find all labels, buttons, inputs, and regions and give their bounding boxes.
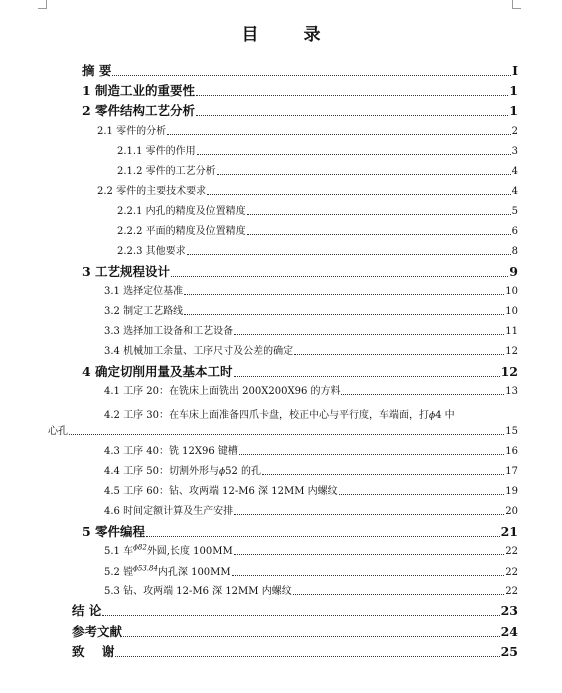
toc-entry-2-1[interactable]: 2.1 零件的分析 2 [97, 126, 518, 137]
page-corner-mark-left [38, 0, 47, 9]
toc-entry-conclusion[interactable]: 结 论 23 [72, 603, 518, 618]
toc-entry-3-3[interactable]: 3.3 选择加工设备和工艺设备 11 [104, 326, 518, 337]
diameter-symbol: ϕ [219, 467, 226, 477]
diameter-symbol: ϕ [429, 411, 436, 421]
toc-entry-4-6[interactable]: 4.6 时间定额计算及生产安排 20 [104, 506, 518, 517]
toc-entry-3-1[interactable]: 3.1 选择定位基准 10 [104, 286, 518, 297]
toc-entry-ch1[interactable]: 1 制造工业的重要性 1 [82, 83, 518, 98]
toc-entry-4-2-line1[interactable]: 4.2 工序 30：在车床上面准备四爪卡盘，校正中心与平行度，车端面，打ϕ4 中 [104, 410, 455, 421]
page-corner-mark-right [512, 0, 521, 9]
toc-entry-2-2-1[interactable]: 2.2.1 内孔的精度及位置精度 5 [117, 206, 518, 217]
toc-entry-2-1-1[interactable]: 2.1.1 零件的作用 3 [117, 146, 518, 157]
toc-title: 目 录 [241, 25, 335, 45]
toc-entry-4-1[interactable]: 4.1 工序 20：在铣床上面铣出 200X200X96 的方料 13 [104, 386, 518, 397]
toc-entry-3-2[interactable]: 3.2 制定工艺路线 10 [104, 306, 518, 317]
toc-entry-abstract[interactable]: 摘 要 I [82, 63, 518, 78]
toc-entry-2-2-2[interactable]: 2.2.2 平面的精度及位置精度 6 [117, 226, 518, 237]
toc-entry-4-3[interactable]: 4.3 工序 40：铣 12X96 键槽 16 [104, 446, 518, 457]
toc-entry-3-4[interactable]: 3.4 机械加工余量、工序尺寸及公差的确定 12 [104, 346, 518, 357]
toc-entry-acknowledgements[interactable]: 致 谢 25 [72, 644, 518, 659]
diameter-superscript: ϕ53.84 [133, 564, 158, 573]
toc-entry-ch5[interactable]: 5 零件编程 21 [82, 524, 518, 539]
toc-entry-4-2-line2[interactable]: 心孔 15 [48, 426, 518, 437]
toc-entry-5-3[interactable]: 5.3 钻、攻两端 12-M6 深 12MM 内螺纹 22 [104, 586, 518, 597]
toc-entry-2-1-2[interactable]: 2.1.2 零件的工艺分析 4 [117, 166, 518, 177]
toc-entry-references[interactable]: 参考文献 24 [72, 624, 518, 639]
toc-entry-ch4[interactable]: 4 确定切削用量及基本工时 12 [82, 364, 518, 379]
toc-entry-2-2[interactable]: 2.2 零件的主要技术要求 4 [97, 186, 518, 197]
toc-entry-4-4[interactable]: 4.4 工序 50：切割外形与ϕ52 的孔 17 [104, 466, 518, 477]
toc-entry-ch3[interactable]: 3 工艺规程设计 9 [82, 264, 518, 279]
toc-entry-5-2[interactable]: 5.2 镗$^{\phi 53.84}$内孔深 100MM 22 [104, 564, 518, 578]
diameter-superscript: ϕ82 [133, 543, 147, 552]
toc-entry-ch2[interactable]: 2 零件结构工艺分析 1 [82, 103, 518, 118]
toc-entry-5-1[interactable]: 5.1 车$^{\phi 82}$外圆,长度 100MM 22 [104, 543, 518, 557]
toc-entry-4-5[interactable]: 4.5 工序 60：钻、攻两端 12-M6 深 12MM 内螺纹 19 [104, 486, 518, 497]
toc-entry-2-2-3[interactable]: 2.2.3 其他要求 8 [117, 246, 518, 257]
